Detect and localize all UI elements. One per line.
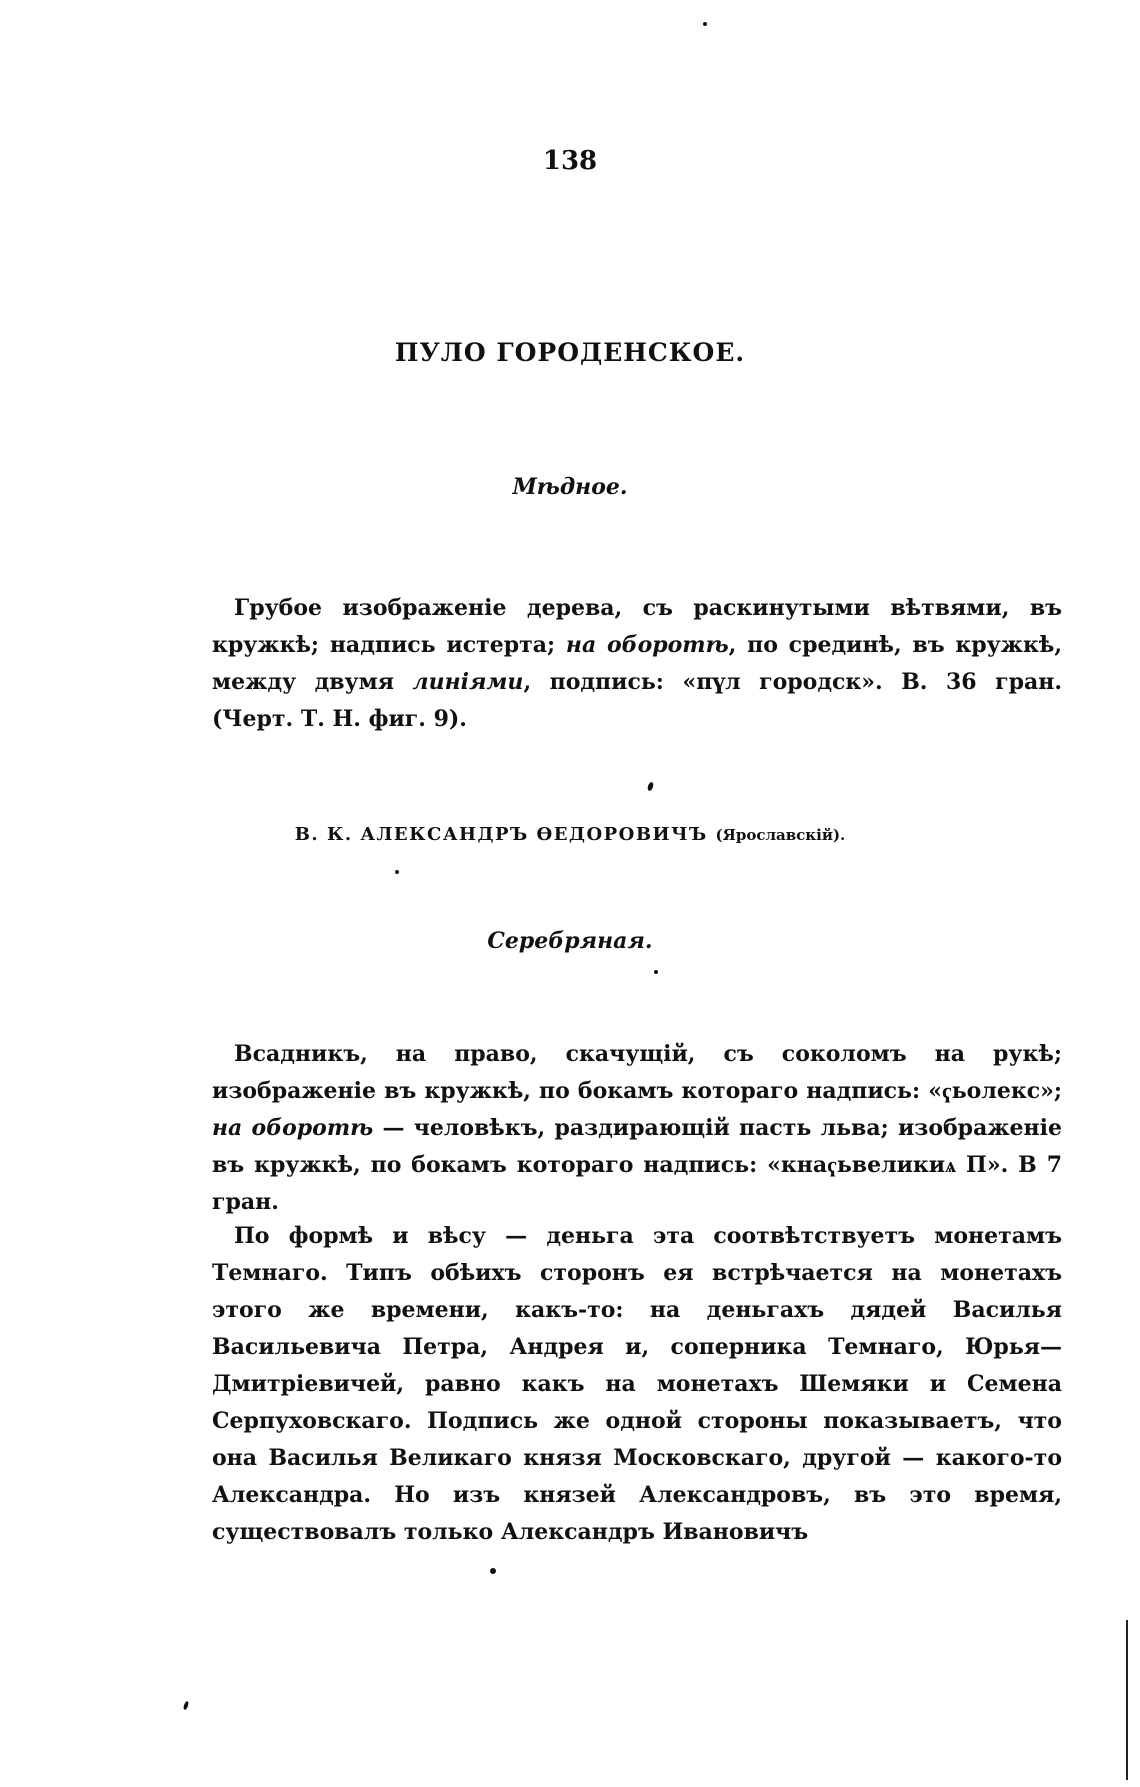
copper-italic-b: линіями (412, 669, 524, 695)
commentary-text: По формѣ и вѣсу — деньга эта соотвѣтствуетъ монетамъ Темнаго. Типъ обѣихъ сторонъ ея встрѣчается на монетахъ этого же времени, какъ-то: на деньгахъ дядей Василья Васильевича Петра, Андрея и, соперника Темнаго, Юрья—Дмитріевичей, равно какъ на монетахъ Шемяки и Семена Серпуховскаго. Подпись же одной стороны показываетъ, что она Василья Великаго князя Московскаго, другой — какого-то Александра. Но изъ князей Александровъ, въ это время, существовалъ только Александръ Ивановичъ (212, 1223, 1062, 1545)
silver-text-a: Всадникъ, на право, скачущій, съ соколомъ на рукѣ; изображеніе въ кружкѣ, по бокамъ котораго надпись: «ҁьолекс»; (212, 1041, 1062, 1104)
print-speck (395, 870, 399, 874)
commentary-paragraph (212, 1218, 1062, 1551)
print-speck (183, 1701, 190, 1711)
section-subheading-copper: Мѣдное. (512, 474, 628, 500)
ruler-heading (0, 824, 1140, 845)
page-number: 138 (542, 146, 598, 176)
silver-italic-a: на оборотѣ (212, 1115, 374, 1141)
copper-text-a: Грубое изображеніе дерева, съ раскинутыми вѣтвями, въ кружкѣ; надпись истерта; (212, 595, 1062, 658)
ruler-name: В. К. АЛЕКСАНДРЪ ѲЕДОРОВИЧЪ (294, 824, 708, 845)
copper-italic-a: на оборотѣ (565, 632, 729, 658)
print-speck (654, 970, 658, 974)
print-speck (647, 781, 655, 791)
copper-text-c: , подпись: «пүл городск». В. 36 гран. (Черт. Т. Н. фиг. 9). (212, 669, 1062, 732)
coin-description-silver (212, 1036, 1062, 1221)
section-subheading-silver: Серебряная. (487, 928, 653, 954)
copper-text-b: , по срединѣ, въ кружкѣ, между двумя (212, 632, 1062, 695)
print-speck (490, 1568, 496, 1574)
ruler-note: (Ярославскій). (715, 826, 846, 844)
edge-line (1126, 1620, 1128, 1780)
print-speck (703, 22, 707, 26)
silver-text-b: — человѣкъ, раздирающій пасть льва; изображеніе въ кружкѣ, по бокамъ котораго надпись: «кнаҁьвеликиѧ П». В 7 гран. (212, 1115, 1062, 1215)
page-title: ПУЛО ГОРОДЕНСКОЕ. (394, 338, 746, 367)
coin-description-copper (212, 590, 1062, 738)
